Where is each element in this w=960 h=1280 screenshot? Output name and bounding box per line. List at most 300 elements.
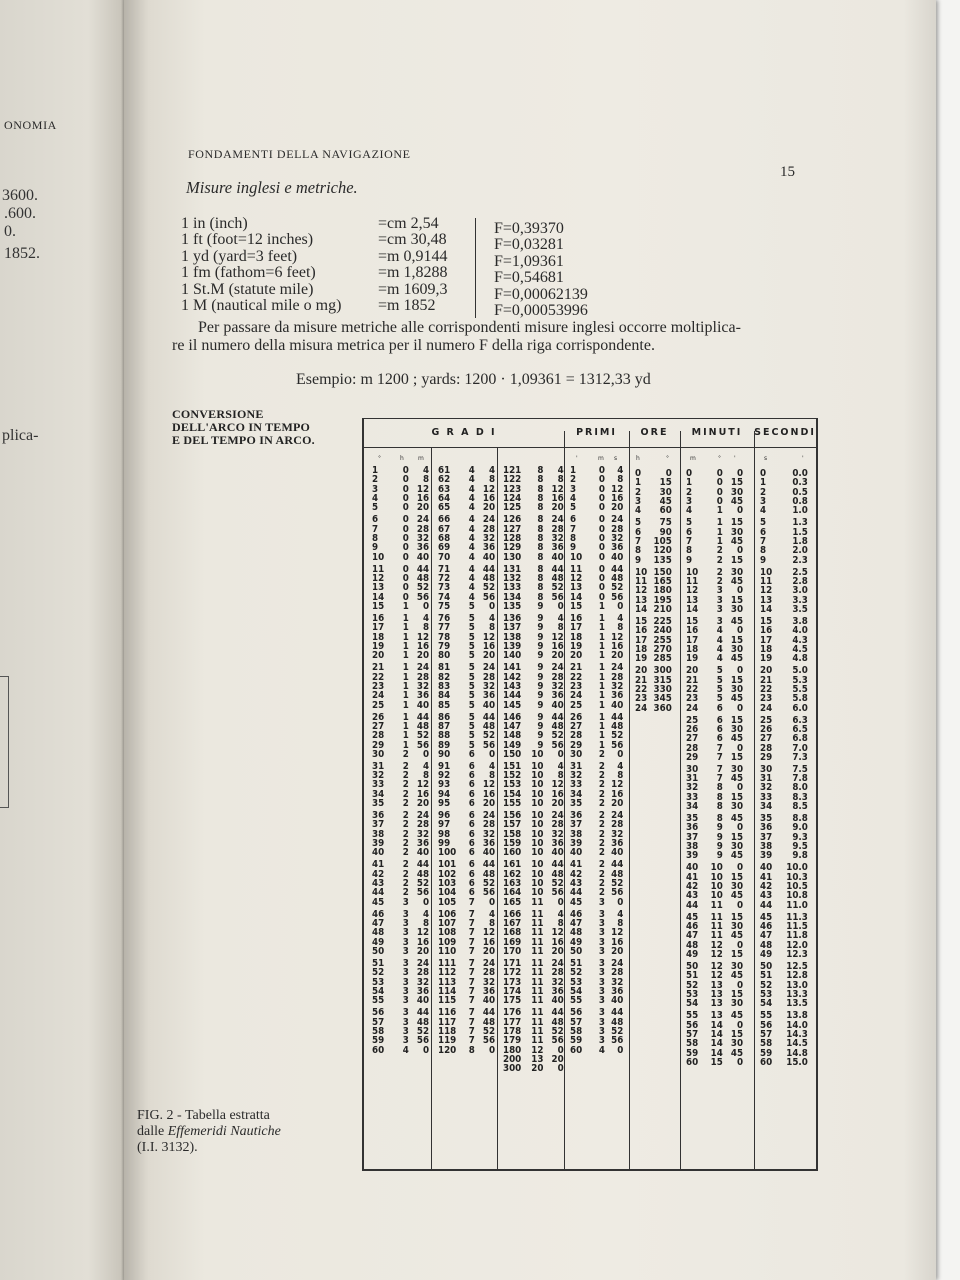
table-cell: 130: [503, 551, 522, 563]
table-cell: 24: [482, 662, 496, 674]
ore-group: [635, 518, 672, 565]
table-cell: 36: [686, 822, 699, 834]
table-cell: 57: [760, 1028, 773, 1040]
table-row: [635, 654, 672, 663]
table-cell: 45: [730, 1010, 744, 1022]
table-cell: 8: [488, 770, 496, 782]
table-cell: 69: [438, 542, 451, 554]
table-cell: 32: [570, 770, 583, 782]
table-row: [686, 851, 743, 860]
table-cell: 4.8: [792, 653, 808, 665]
table-cell: 45: [730, 575, 744, 587]
minuti-group: [686, 568, 743, 615]
table-cell: 31: [570, 760, 583, 772]
header-secondi: SECONDI: [754, 419, 816, 448]
table-row: [686, 802, 743, 811]
table-cell: 24: [482, 958, 496, 969]
table-cell: 8: [617, 622, 624, 634]
table-cell: 10: [372, 551, 385, 563]
table-cell: 6: [372, 514, 379, 526]
table-cell: 44: [416, 711, 430, 723]
table-cell: 10: [531, 847, 544, 859]
table-cell: 15: [730, 871, 744, 883]
table-row: [570, 1046, 623, 1055]
table-cell: 180: [653, 585, 672, 597]
secondi-group: [760, 568, 808, 615]
table-cell: 29: [760, 751, 773, 763]
table-cell: 16: [611, 640, 624, 652]
table-cell: 57: [570, 1016, 583, 1028]
table-cell: 9: [537, 699, 544, 711]
example-line: Esempio: m 1200 ; yards: 1200 · 1,09361 = 1312,33 yd: [296, 371, 651, 388]
table-cell: 3: [402, 908, 409, 920]
table-cell: 44: [570, 887, 583, 899]
left-fragment: .600.: [4, 205, 36, 222]
table-cell: 8: [537, 551, 544, 563]
table-cell: 83: [438, 680, 451, 692]
table-cell: 14: [710, 1038, 723, 1050]
secondi-group: [760, 863, 808, 910]
unit-label: °: [718, 455, 721, 462]
table-cell: 39: [372, 838, 385, 850]
table-cell: 6: [468, 819, 475, 831]
table-cell: 8: [557, 918, 564, 930]
table-cell: 9: [570, 542, 577, 554]
table-cell: 11: [531, 967, 544, 979]
caption-text: dalle: [137, 1124, 168, 1139]
table-cell: 28: [482, 967, 496, 979]
table-cell: 33: [760, 791, 773, 803]
table-cell: 10: [710, 862, 723, 874]
table-cell: 11: [531, 908, 544, 920]
table-cell: 4: [468, 563, 475, 575]
table-cell: 10: [531, 878, 544, 890]
header-ore: ORE: [629, 419, 680, 448]
table-cell: 45: [730, 890, 744, 902]
table-cell: 20: [570, 650, 583, 662]
table-cell: 165: [503, 896, 522, 908]
table-cell: 11: [531, 896, 544, 908]
table-cell: 5: [716, 665, 723, 677]
table-cell: 6: [468, 887, 475, 899]
table-cell: 20: [531, 1063, 544, 1075]
table-cell: 44: [372, 887, 385, 899]
table-cell: 2: [598, 798, 605, 810]
table-cell: 79: [438, 640, 451, 652]
table-cell: 8: [537, 542, 544, 554]
table-cell: 65: [438, 502, 451, 514]
table-cell: 9: [537, 720, 544, 732]
table-cell: 2: [402, 760, 409, 772]
table-cell: 7: [468, 908, 475, 920]
table-cell: 13: [710, 979, 723, 991]
measure-metric: =cm 30,48: [378, 231, 447, 249]
table-cell: 1: [598, 730, 605, 742]
table-cell: 12: [760, 585, 773, 597]
caption-line: CONVERSIONE: [172, 407, 264, 421]
table-cell: 6: [468, 810, 475, 822]
table-cell: 1: [598, 631, 605, 643]
table-cell: 68: [438, 532, 451, 544]
table-cell: 9: [635, 554, 642, 566]
table-cell: 112: [438, 967, 457, 979]
table-cell: 24: [760, 702, 773, 714]
minuti-group: [686, 1011, 743, 1067]
table-cell: 20: [760, 665, 773, 677]
table-row: [686, 901, 743, 910]
table-cell: 12: [416, 483, 430, 495]
table-cell: 137: [503, 622, 522, 634]
table-cell: 0: [488, 896, 496, 908]
table-cell: 12: [710, 949, 723, 961]
table-cell: 120: [438, 1044, 457, 1056]
table-cell: 3: [402, 896, 409, 908]
table-cell: 27: [372, 720, 385, 732]
table-cell: 3: [598, 908, 605, 920]
table-cell: 8: [617, 474, 624, 486]
table-cell: 6: [468, 847, 475, 859]
table-cell: 12: [635, 585, 648, 597]
table-cell: 52: [551, 730, 564, 742]
table-cell: 3: [598, 1007, 605, 1019]
table-cell: 16: [551, 788, 564, 800]
table-cell: 7: [468, 986, 475, 998]
table-row: [760, 704, 808, 713]
table-row: [438, 750, 495, 759]
table-cell: 16: [635, 625, 648, 637]
table-cell: 1: [402, 690, 409, 702]
table-cell: 37: [760, 831, 773, 843]
table-cell: 40: [551, 551, 564, 563]
table-cell: 55: [372, 995, 385, 1007]
table-cell: 22: [372, 671, 385, 683]
conversion-table: [362, 418, 818, 1171]
table-cell: 1: [598, 711, 605, 723]
table-row: [372, 799, 429, 808]
left-page: [0, 0, 126, 1280]
table-cell: 6: [716, 714, 723, 726]
table-cell: 2: [716, 545, 723, 557]
table-cell: 16: [482, 788, 496, 800]
table-cell: 29: [686, 751, 699, 763]
table-cell: 36: [551, 838, 564, 850]
table-cell: 3.0: [792, 585, 808, 597]
table-cell: 40: [372, 847, 385, 859]
table-cell: 0: [716, 477, 723, 489]
table-row: [503, 750, 564, 759]
table-cell: 37: [686, 831, 699, 843]
table-cell: 41: [570, 859, 583, 871]
table-row: [570, 848, 623, 857]
table-row: [438, 898, 495, 907]
table-cell: 30: [659, 486, 672, 498]
table-cell: 2: [598, 770, 605, 782]
table-cell: 37: [570, 819, 583, 831]
table-cell: 7.3: [792, 751, 808, 763]
table-cell: 0: [402, 493, 409, 505]
table-cell: 1: [402, 730, 409, 742]
table-row: [686, 704, 743, 713]
table-cell: 26: [686, 723, 699, 735]
table-cell: 56: [686, 1019, 699, 1031]
table-cell: 0: [488, 600, 496, 612]
table-cell: 53: [372, 976, 385, 988]
table-cell: 2: [402, 798, 409, 810]
primi-group: [570, 515, 623, 562]
table-cell: 143: [503, 680, 522, 692]
table-cell: 20: [482, 798, 496, 810]
table-row: [438, 799, 495, 808]
table-cell: 16: [686, 625, 699, 637]
table-cell: 8: [716, 813, 723, 825]
table-cell: 118: [438, 1025, 457, 1037]
table-cell: 52: [416, 730, 430, 742]
table-cell: 53: [570, 976, 583, 988]
table-cell: 0.5: [792, 486, 808, 498]
table-cell: 11: [635, 575, 648, 587]
table-cell: 127: [503, 523, 522, 535]
table-cell: 45: [659, 496, 672, 508]
table-cell: 0: [422, 748, 430, 760]
table-cell: 12: [482, 631, 496, 643]
gradi-2-group: [438, 713, 495, 760]
table-cell: 13: [710, 989, 723, 1001]
caption-line: DELL'ARCO IN TEMPO: [172, 420, 311, 434]
table-row: [438, 947, 495, 956]
table-row: [570, 799, 623, 808]
table-cell: 8: [537, 563, 544, 575]
table-cell: 14.3: [786, 1028, 808, 1040]
table-cell: 24: [482, 514, 496, 526]
table-cell: 7: [468, 1035, 475, 1047]
table-cell: 41: [760, 871, 773, 883]
table-cell: 0: [557, 1044, 564, 1056]
table-cell: 12: [686, 585, 699, 597]
table-cell: 48: [551, 1016, 564, 1028]
table-row: [503, 503, 564, 512]
table-row: [570, 466, 623, 475]
table-cell: 48: [760, 939, 773, 951]
table-cell: 16: [611, 493, 624, 505]
table-row: [438, 553, 495, 562]
table-cell: 52: [482, 730, 496, 742]
table-cell: 5: [468, 720, 475, 732]
table-cell: 91: [438, 760, 451, 772]
table-cell: 11: [710, 899, 723, 911]
table-cell: 1: [570, 465, 577, 476]
table-cell: 15: [730, 594, 744, 606]
table-cell: 33: [686, 791, 699, 803]
table-cell: 7: [468, 946, 475, 958]
table-cell: 74: [438, 591, 451, 603]
unit-label: °: [378, 455, 381, 462]
table-cell: 6: [716, 702, 723, 714]
table-cell: 36: [416, 542, 430, 554]
table-cell: 2: [402, 887, 409, 899]
gradi-3-group: [503, 515, 564, 562]
table-cell: 108: [438, 927, 457, 939]
table-cell: 55: [570, 995, 583, 1007]
table-cell: 20: [611, 650, 624, 662]
table-cell: 52: [416, 1025, 430, 1037]
measure-unit: 1 fm (fathom=6 feet): [181, 264, 316, 282]
table-row: [372, 996, 429, 1005]
table-cell: 1: [402, 711, 409, 723]
table-cell: 86: [438, 711, 451, 723]
table-cell: 2: [402, 810, 409, 822]
table-cell: 28: [611, 967, 624, 979]
measure-factor: F=0,00062139: [494, 285, 588, 303]
table-cell: 3: [598, 986, 605, 998]
table-row: [570, 996, 623, 1005]
measure-factor: F=0,39370: [494, 220, 564, 237]
table-cell: 42: [686, 881, 699, 893]
unit-label: ': [734, 455, 736, 462]
table-cell: 34: [570, 788, 583, 800]
secondi-group: [760, 913, 808, 960]
minuti-group: [686, 666, 743, 713]
table-row: [372, 602, 429, 611]
table-cell: 43: [760, 890, 773, 902]
table-cell: 3.5: [792, 603, 808, 615]
table-cell: 38: [570, 828, 583, 840]
table-cell: 5: [468, 680, 475, 692]
table-cell: 0: [402, 514, 409, 526]
table-cell: 16: [416, 493, 430, 505]
table-cell: 17: [372, 622, 385, 634]
table-cell: 58: [570, 1025, 583, 1037]
table-cell: 0: [736, 862, 744, 874]
left-fragment: 3600.: [2, 187, 38, 204]
table-cell: 119: [438, 1035, 457, 1047]
table-cell: 56: [611, 887, 624, 899]
table-cell: 105: [438, 896, 457, 908]
table-cell: 40: [482, 699, 496, 711]
table-cell: 2: [402, 838, 409, 850]
table-cell: 0: [402, 542, 409, 554]
table-cell: 15: [730, 477, 744, 489]
table-cell: 0: [635, 468, 642, 479]
table-cell: 30: [730, 763, 744, 775]
table-cell: 96: [438, 810, 451, 822]
table-cell: 6: [468, 770, 475, 782]
table-cell: 45: [730, 496, 744, 508]
table-cell: 3: [402, 1016, 409, 1028]
table-row: [372, 947, 429, 956]
table-cell: 15: [730, 554, 744, 566]
table-cell: 2: [402, 868, 409, 880]
table-cell: 48: [416, 572, 430, 584]
table-cell: 6: [468, 798, 475, 810]
table-cell: 52: [482, 582, 496, 594]
table-cell: 32: [482, 976, 496, 988]
table-cell: 12: [482, 927, 496, 939]
table-cell: 2: [402, 770, 409, 782]
gradi-3-group: [503, 762, 564, 809]
table-cell: 20: [686, 665, 699, 677]
table-cell: 4: [686, 505, 693, 517]
table-cell: 26: [760, 723, 773, 735]
table-cell: 28: [416, 523, 430, 535]
table-cell: 12: [611, 631, 624, 643]
table-cell: 44: [416, 859, 430, 871]
table-cell: 45: [686, 911, 699, 923]
table-cell: 16: [760, 625, 773, 637]
table-cell: 4: [617, 760, 624, 772]
primi-group: [570, 910, 623, 957]
table-cell: 6: [468, 760, 475, 772]
table-cell: 25: [570, 699, 583, 711]
table-cell: 22: [635, 683, 648, 695]
gradi-3-group: [503, 713, 564, 760]
table-row: [503, 898, 564, 907]
column-divider: [754, 431, 755, 1169]
table-row: [760, 506, 808, 515]
table-cell: 0: [598, 465, 605, 476]
table-cell: 36: [416, 690, 430, 702]
table-cell: 1: [598, 739, 605, 751]
table-cell: 21: [570, 662, 583, 674]
table-cell: 148: [503, 730, 522, 742]
table-cell: 1: [402, 739, 409, 751]
left-running-head: ONOMIA: [4, 118, 57, 132]
table-cell: 12.0: [786, 939, 808, 951]
measure-metric: =m 1852: [378, 297, 436, 314]
table-cell: 0: [736, 899, 744, 911]
table-cell: 3: [598, 1035, 605, 1047]
table-cell: 6: [468, 779, 475, 791]
table-cell: 10: [710, 890, 723, 902]
table-cell: 114: [438, 986, 457, 998]
table-cell: 6.8: [792, 733, 808, 745]
table-cell: 125: [503, 502, 522, 514]
table-cell: 60: [372, 1044, 385, 1056]
table-cell: 117: [438, 1016, 457, 1028]
primi-group: [570, 614, 623, 661]
table-cell: 28: [611, 523, 624, 535]
table-cell: 48: [686, 939, 699, 951]
secondi-group: [760, 666, 808, 713]
table-cell: 101: [438, 859, 457, 871]
table-cell: 9: [372, 542, 379, 554]
table-cell: 8: [686, 545, 693, 557]
table-cell: 10: [531, 887, 544, 899]
table-cell: 152: [503, 770, 522, 782]
table-cell: 166: [503, 908, 522, 920]
table-cell: 5: [468, 690, 475, 702]
table-cell: 1.8: [792, 535, 808, 547]
table-cell: 11: [710, 930, 723, 942]
table-cell: 0: [736, 742, 744, 754]
table-cell: 16: [570, 612, 583, 624]
table-cell: 66: [438, 514, 451, 526]
table-cell: 82: [438, 671, 451, 683]
table-cell: 7: [468, 927, 475, 939]
table-cell: 36: [551, 690, 564, 702]
table-cell: 8: [557, 622, 564, 634]
table-cell: 40: [611, 551, 624, 563]
table-cell: 0: [402, 474, 409, 486]
table-cell: 56: [551, 591, 564, 603]
header-minuti: MINUTI: [680, 419, 754, 448]
table-cell: 36: [482, 986, 496, 998]
table-cell: 98: [438, 828, 451, 840]
measure-metric: =m 0,9144: [378, 247, 448, 265]
table-cell: 20: [482, 502, 496, 514]
table-cell: 156: [503, 810, 522, 822]
table-row: [438, 602, 495, 611]
table-cell: 30: [730, 841, 744, 853]
